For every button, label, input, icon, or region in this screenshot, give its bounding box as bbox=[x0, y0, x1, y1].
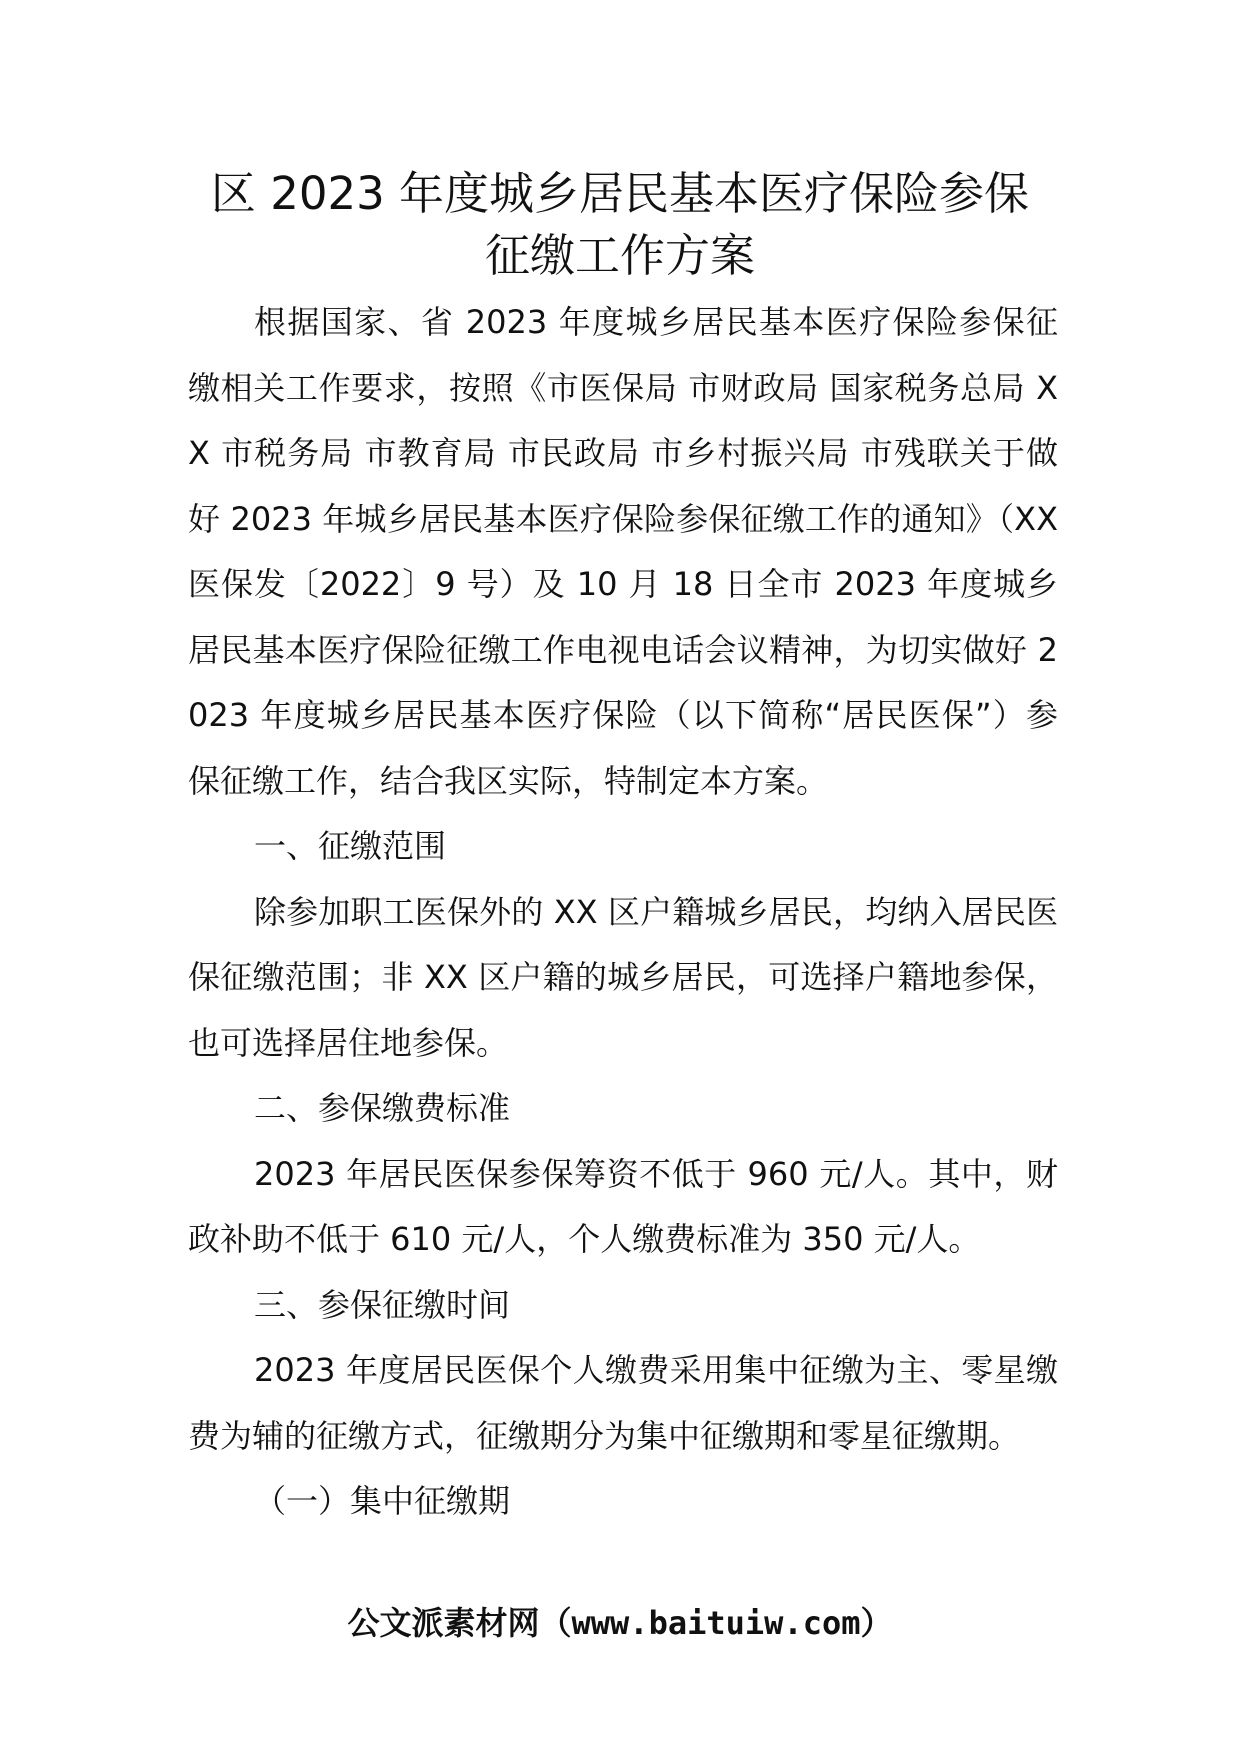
paragraph-scope: 除参加职工医保外的 XX 区户籍城乡居民，均纳入居民医保征缴范围；非 XX 区户籍的城乡居民，可选择户籍地参保，也可选择居住地参保。 bbox=[188, 892, 1058, 1062]
footer-watermark: 公文派素材网（www.baituiw.com） bbox=[347, 1604, 893, 1642]
document-title-line-2: 征缴工作方案 bbox=[484, 229, 755, 282]
section-heading-time: 三、参保征缴时间 bbox=[254, 1285, 511, 1324]
document-body bbox=[188, 290, 1058, 1535]
document-title-line-1: 区 2023 年度城乡居民基本医疗保险参保 bbox=[210, 167, 1030, 220]
paragraph-standard: 2023 年居民医保参保筹资不低于 960 元/人。其中，财政补助不低于 610 元/人，个人缴费标准为 350 元/人。 bbox=[188, 1154, 1058, 1258]
section-heading-scope: 一、征缴范围 bbox=[254, 827, 447, 865]
section-heading-standard: 二、参保缴费标准 bbox=[254, 1089, 511, 1127]
paragraph-time: 2023 年度居民医保个人缴费采用集中征缴为主、零星缴费为辅的征缴方式，征缴期分为集中征缴期和零星征缴期。 bbox=[188, 1351, 1058, 1455]
paragraph-intro: 根据国家、省 2023 年度城乡居民基本医疗保险参保征缴相关工作要求，按照《市医保局 市财政局 国家税务总局 XX 市税务局 市教育局 市民政局 市乡村振兴局 市残联关于做好 2023 年城乡居民基本医疗保险参保征缴工作的通知》（XX 医保发〔2022〕9 号）及 10 月 18 日全市 2023 年度城乡居民基本医疗保险征缴工作电视电话会议精神，为切实做好 2023 年度城乡居民基本医疗保险（以下简称“居民医保”）参保征缴工作，结合我区实际，特制定本方案。 bbox=[188, 303, 1058, 800]
sub-heading-centralized-period: （一）集中征缴期 bbox=[254, 1482, 511, 1520]
